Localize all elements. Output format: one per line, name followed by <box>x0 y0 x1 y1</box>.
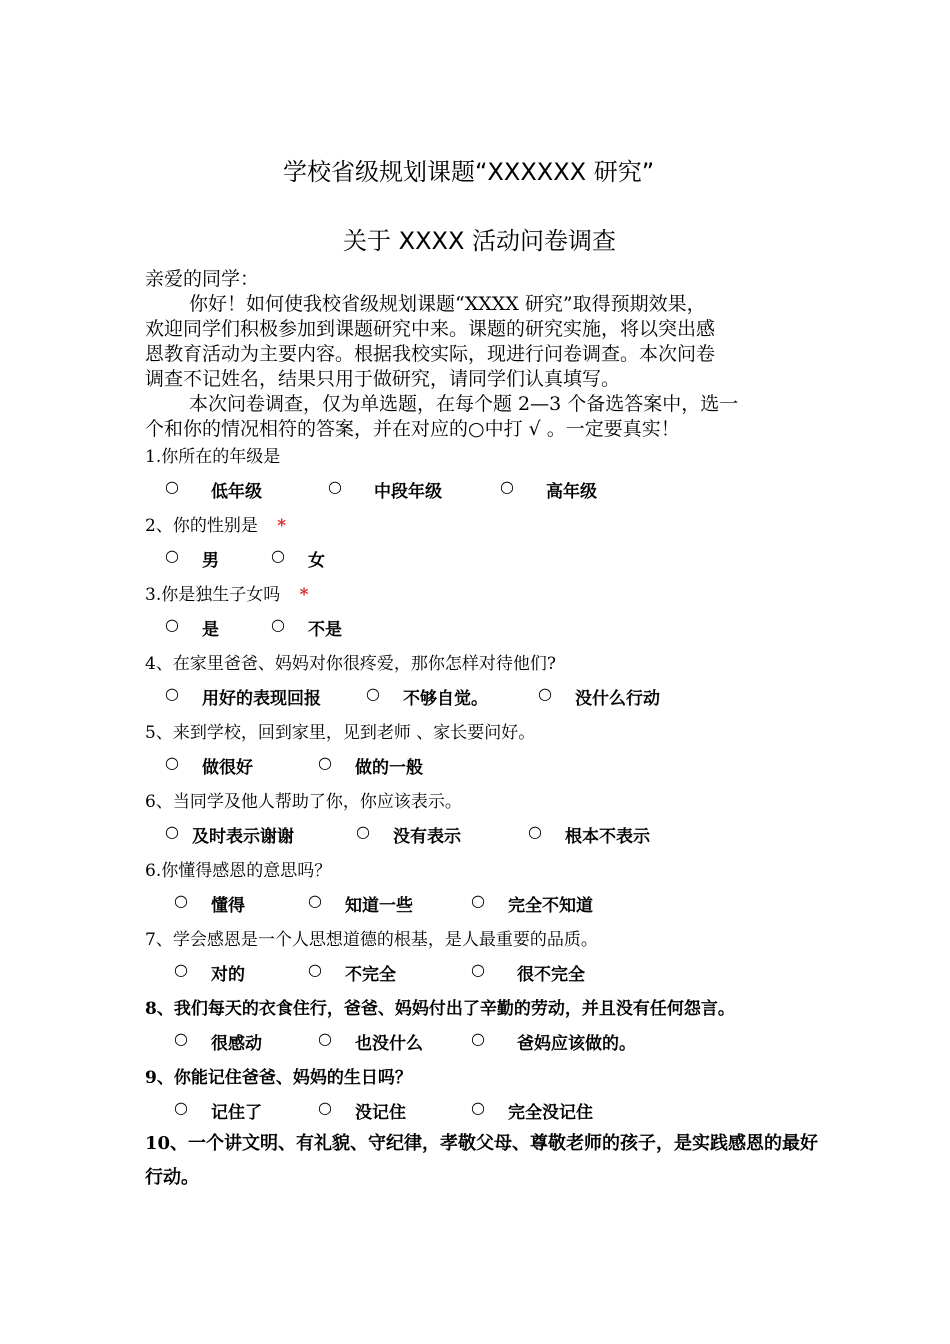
required-mark: * <box>299 585 309 605</box>
radio-button[interactable]: ○ <box>471 1098 485 1117</box>
question-9: 8、我们每天的衣食住行，爸爸、妈妈付出了辛勤的劳动，并且没有任何怨言。 <box>145 999 735 1019</box>
radio-button[interactable]: ○ <box>165 822 179 841</box>
intro-line: 个和你的情况相符的答案，并在对应的○中打 √ 。一定要真实！ <box>145 418 680 440</box>
option-row-1 <box>165 477 179 497</box>
option-label: 及时表示谢谢 <box>192 827 294 847</box>
radio-button[interactable]: ○ <box>165 684 179 703</box>
option-label: 男 <box>202 551 219 571</box>
radio-button[interactable]: ○ <box>328 477 342 496</box>
option-label: 爸妈应该做的。 <box>517 1034 636 1054</box>
option-label: 不是 <box>308 620 342 640</box>
radio-button[interactable]: ○ <box>165 477 179 496</box>
radio-button[interactable]: ○ <box>271 546 285 565</box>
intro-line: 调查不记姓名，结果只用于做研究，请同学们认真填写。 <box>145 368 621 390</box>
question-7: 6.你懂得感恩的意思吗？ <box>145 861 332 881</box>
question-4: 4、在家里爸爸、妈妈对你很疼爱，那你怎样对待他们? <box>145 654 556 674</box>
radio-button[interactable]: ○ <box>174 1098 188 1117</box>
radio-button[interactable]: ○ <box>318 1029 332 1048</box>
document-title: 学校省级规划课题“XXXXXX 研究” <box>283 158 655 186</box>
radio-button[interactable]: ○ <box>471 891 485 910</box>
radio-button[interactable]: ○ <box>174 960 188 979</box>
intro-line: 恩教育活动为主要内容。根据我校实际，现进行问卷调查。本次问卷 <box>145 343 716 365</box>
question-8: 7、学会感恩是一个人思想道德的根基，是人最重要的品质。 <box>145 930 598 950</box>
radio-button[interactable]: ○ <box>471 960 485 979</box>
radio-button[interactable]: ○ <box>165 615 179 634</box>
radio-button[interactable]: ○ <box>538 684 552 703</box>
option-label: 懂得 <box>211 896 245 916</box>
option-label: 很不完全 <box>517 965 585 985</box>
radio-button[interactable]: ○ <box>528 822 542 841</box>
option-label: 知道一些 <box>345 896 413 916</box>
greeting: 亲爱的同学： <box>145 268 260 290</box>
option-label: 中段年级 <box>374 482 442 502</box>
option-label: 做的一般 <box>355 758 423 778</box>
option-label: 很感动 <box>211 1034 262 1054</box>
required-mark: * <box>277 516 287 536</box>
option-label: 女 <box>308 551 325 571</box>
radio-button[interactable]: ○ <box>174 1029 188 1048</box>
option-label: 没记住 <box>355 1103 406 1123</box>
radio-button[interactable]: ○ <box>308 960 322 979</box>
radio-button[interactable]: ○ <box>500 477 514 496</box>
question-text: 2、你的性别是 <box>145 516 258 536</box>
option-label: 记住了 <box>211 1103 262 1123</box>
option-label: 是 <box>202 620 219 640</box>
question-text: 3.你是独生子女吗 <box>145 585 281 605</box>
radio-button[interactable]: ○ <box>356 822 370 841</box>
question-6: 6、当同学及他人帮助了你，你应该表示。 <box>145 792 462 812</box>
option-label: 完全没记住 <box>508 1103 593 1123</box>
question-text-line: 行动。 <box>145 1167 199 1188</box>
intro-line: 你好！如何使我校省级规划课题“XXXX 研究”取得预期效果， <box>189 293 706 315</box>
option-label: 也没什么 <box>355 1034 423 1054</box>
question-2 <box>145 511 286 536</box>
option-label: 不够自觉。 <box>403 689 488 709</box>
question-10: 9、你能记住爸爸、妈妈的生日吗？ <box>145 1068 412 1088</box>
radio-button[interactable]: ○ <box>308 891 322 910</box>
question-text-line: 10、一个讲文明、有礼貌、守纪律，孝敬父母、尊敬老师的孩子，是实践感恩的最好 <box>145 1133 819 1154</box>
radio-button[interactable]: ○ <box>318 753 332 772</box>
radio-button[interactable]: ○ <box>318 1098 332 1117</box>
question-1: 1.你所在的年级是 <box>145 447 281 467</box>
radio-button[interactable]: ○ <box>165 753 179 772</box>
intro-line: 本次问卷调查，仅为单选题，在每个题 2—3 个备选答案中，选一 <box>189 393 739 415</box>
option-label: 低年级 <box>211 482 262 502</box>
option-label: 根本不表示 <box>565 827 650 847</box>
option-label: 没什么行动 <box>575 689 660 709</box>
radio-button[interactable]: ○ <box>174 891 188 910</box>
option-label: 用好的表现回报 <box>202 689 321 709</box>
intro-line: 欢迎同学们积极参加到课题研究中来。课题的研究实施，将以突出感 <box>145 318 716 340</box>
option-label: 对的 <box>211 965 245 985</box>
question-5: 5、来到学校，回到家里，见到老师 、家长要问好。 <box>145 723 536 743</box>
option-label: 做很好 <box>202 758 253 778</box>
radio-button[interactable]: ○ <box>366 684 380 703</box>
survey-subtitle: 关于 XXXX 活动问卷调查 <box>343 227 617 255</box>
question-3 <box>145 580 309 605</box>
question-11 <box>145 1127 818 1195</box>
radio-button[interactable]: ○ <box>471 1029 485 1048</box>
option-label: 完全不知道 <box>508 896 593 916</box>
option-label: 没有表示 <box>393 827 461 847</box>
radio-button[interactable]: ○ <box>271 615 285 634</box>
option-label: 高年级 <box>546 482 597 502</box>
radio-button[interactable]: ○ <box>165 546 179 565</box>
option-label: 不完全 <box>345 965 396 985</box>
